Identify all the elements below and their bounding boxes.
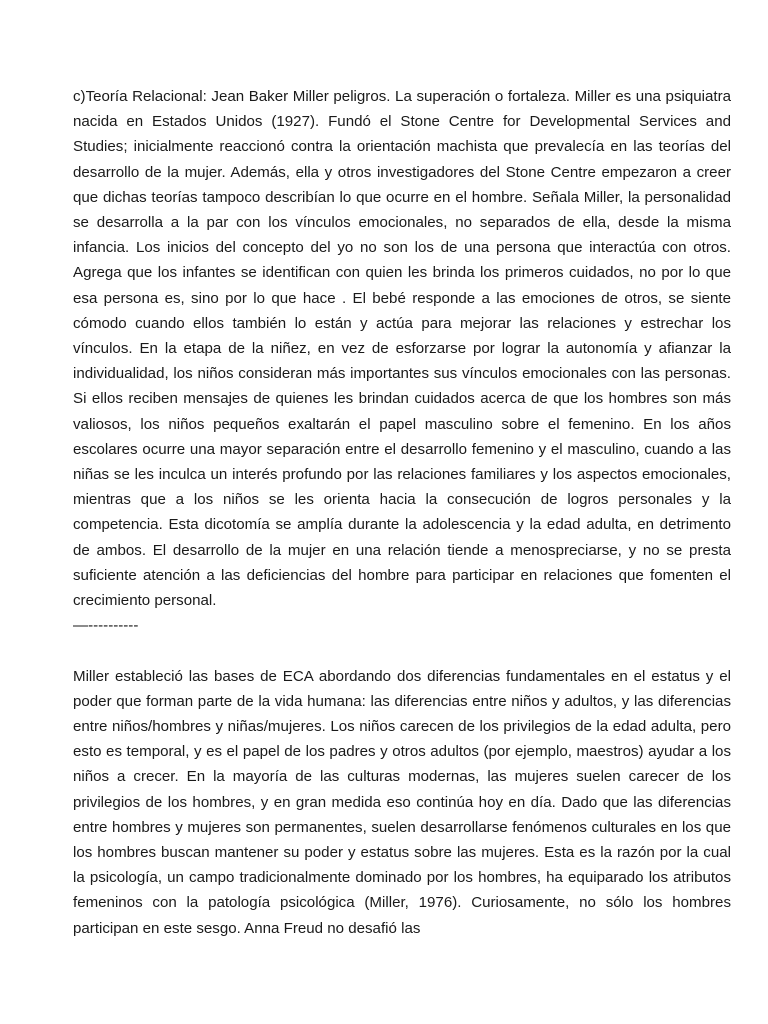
paragraph-miller-eca: Miller estableció las bases de ECA abordando dos diferencias fundamentales en el estatus y el poder que forman parte de la vida humana: las diferencias entre niños y adultos, y las diferencias entre niños/hombres y niñas/mujeres. Los niños carecen de los privilegios de la edad adulta, pero esto es temporal, y es el papel de los padres y otros adultos (por ejemplo, maestros) ayudar a los niños a crecer. En la mayoría de las culturas modernas, las mujeres suelen carecer de los privilegios de los hombres, y en gran medida eso continúa hoy en día. Dado que las diferencias entre hombres y mujeres son permanentes, suelen desarrollarse fenómenos culturales en los que los hombres buscan mantener su poder y estatus sobre las mujeres. Esta es la razón por la cual la psicología, un campo tradicionalmente dominado por los hombres, ha equiparado los atributos femeninos con la patología psicológica (Miller, 1976). Curiosamente, no sólo los hombres participan en este sesgo. Anna Freud no desafió las — [73, 667, 731, 937]
blank-line — [73, 638, 731, 663]
paragraph-relational-theory: c)Teoría Relacional: Jean Baker Miller peligros. La superación o fortaleza. Miller es una psiquiatra nacida en Estados Unidos (1927). Fundó el Stone Centre for Developmental Services and Studies; inicialmente reaccionó contra la orientación machista que prevalecía en las teorías del desarrollo de la mujer. Además, ella y otros investigadores del Stone Centre empezaron a creer que dichas teorías tampoco describían lo que ocurre en el hombre. Señala Miller, la personalidad se desarrolla a la par con los vínculos emocionales, no separados de ella, desde la misma infancia. Los inicios del concepto del yo no son los de una persona que interactúa con otros. Agrega que los infantes se identifican con quien les brinda los primeros cuidados, no por lo que esa persona es, sino por lo que hace . El bebé responde a las emociones de otros, se siente cómodo cuando ellos también lo están y actúa para mejorar las relaciones y estrechar los vínculos. En la etapa de la niñez, en vez de esforzarse por lograr la autonomía y afianzar la individualidad, los niños consideran más importantes sus vínculos emocionales con las personas. Si ellos reciben mensajes de quienes les brindan cuidados acerca de que los hombres son más valiosos, los niños pequeños exaltarán el papel masculino sobre el femenino. En los años escolares ocurre una mayor separación entre el desarrollo femenino y el masculino, cuando a las niñas se les inculca un interés profundo por las relaciones familiares y los aspectos emocionales, mientras que a los niños se les orienta hacia la consecución de logros personales y la competencia. Esta dicotomía se amplía durante la adolescencia y la edad adulta, en detrimento de ambos. El desarrollo de la mujer en una relación tiende a menospreciarse, y no se presta suficiente atención a las deficiencias del hombre para participar en relaciones que fomenten el crecimiento personal. — [73, 88, 731, 610]
section-separator: —---------- — [73, 617, 139, 635]
document-body — [73, 84, 731, 941]
